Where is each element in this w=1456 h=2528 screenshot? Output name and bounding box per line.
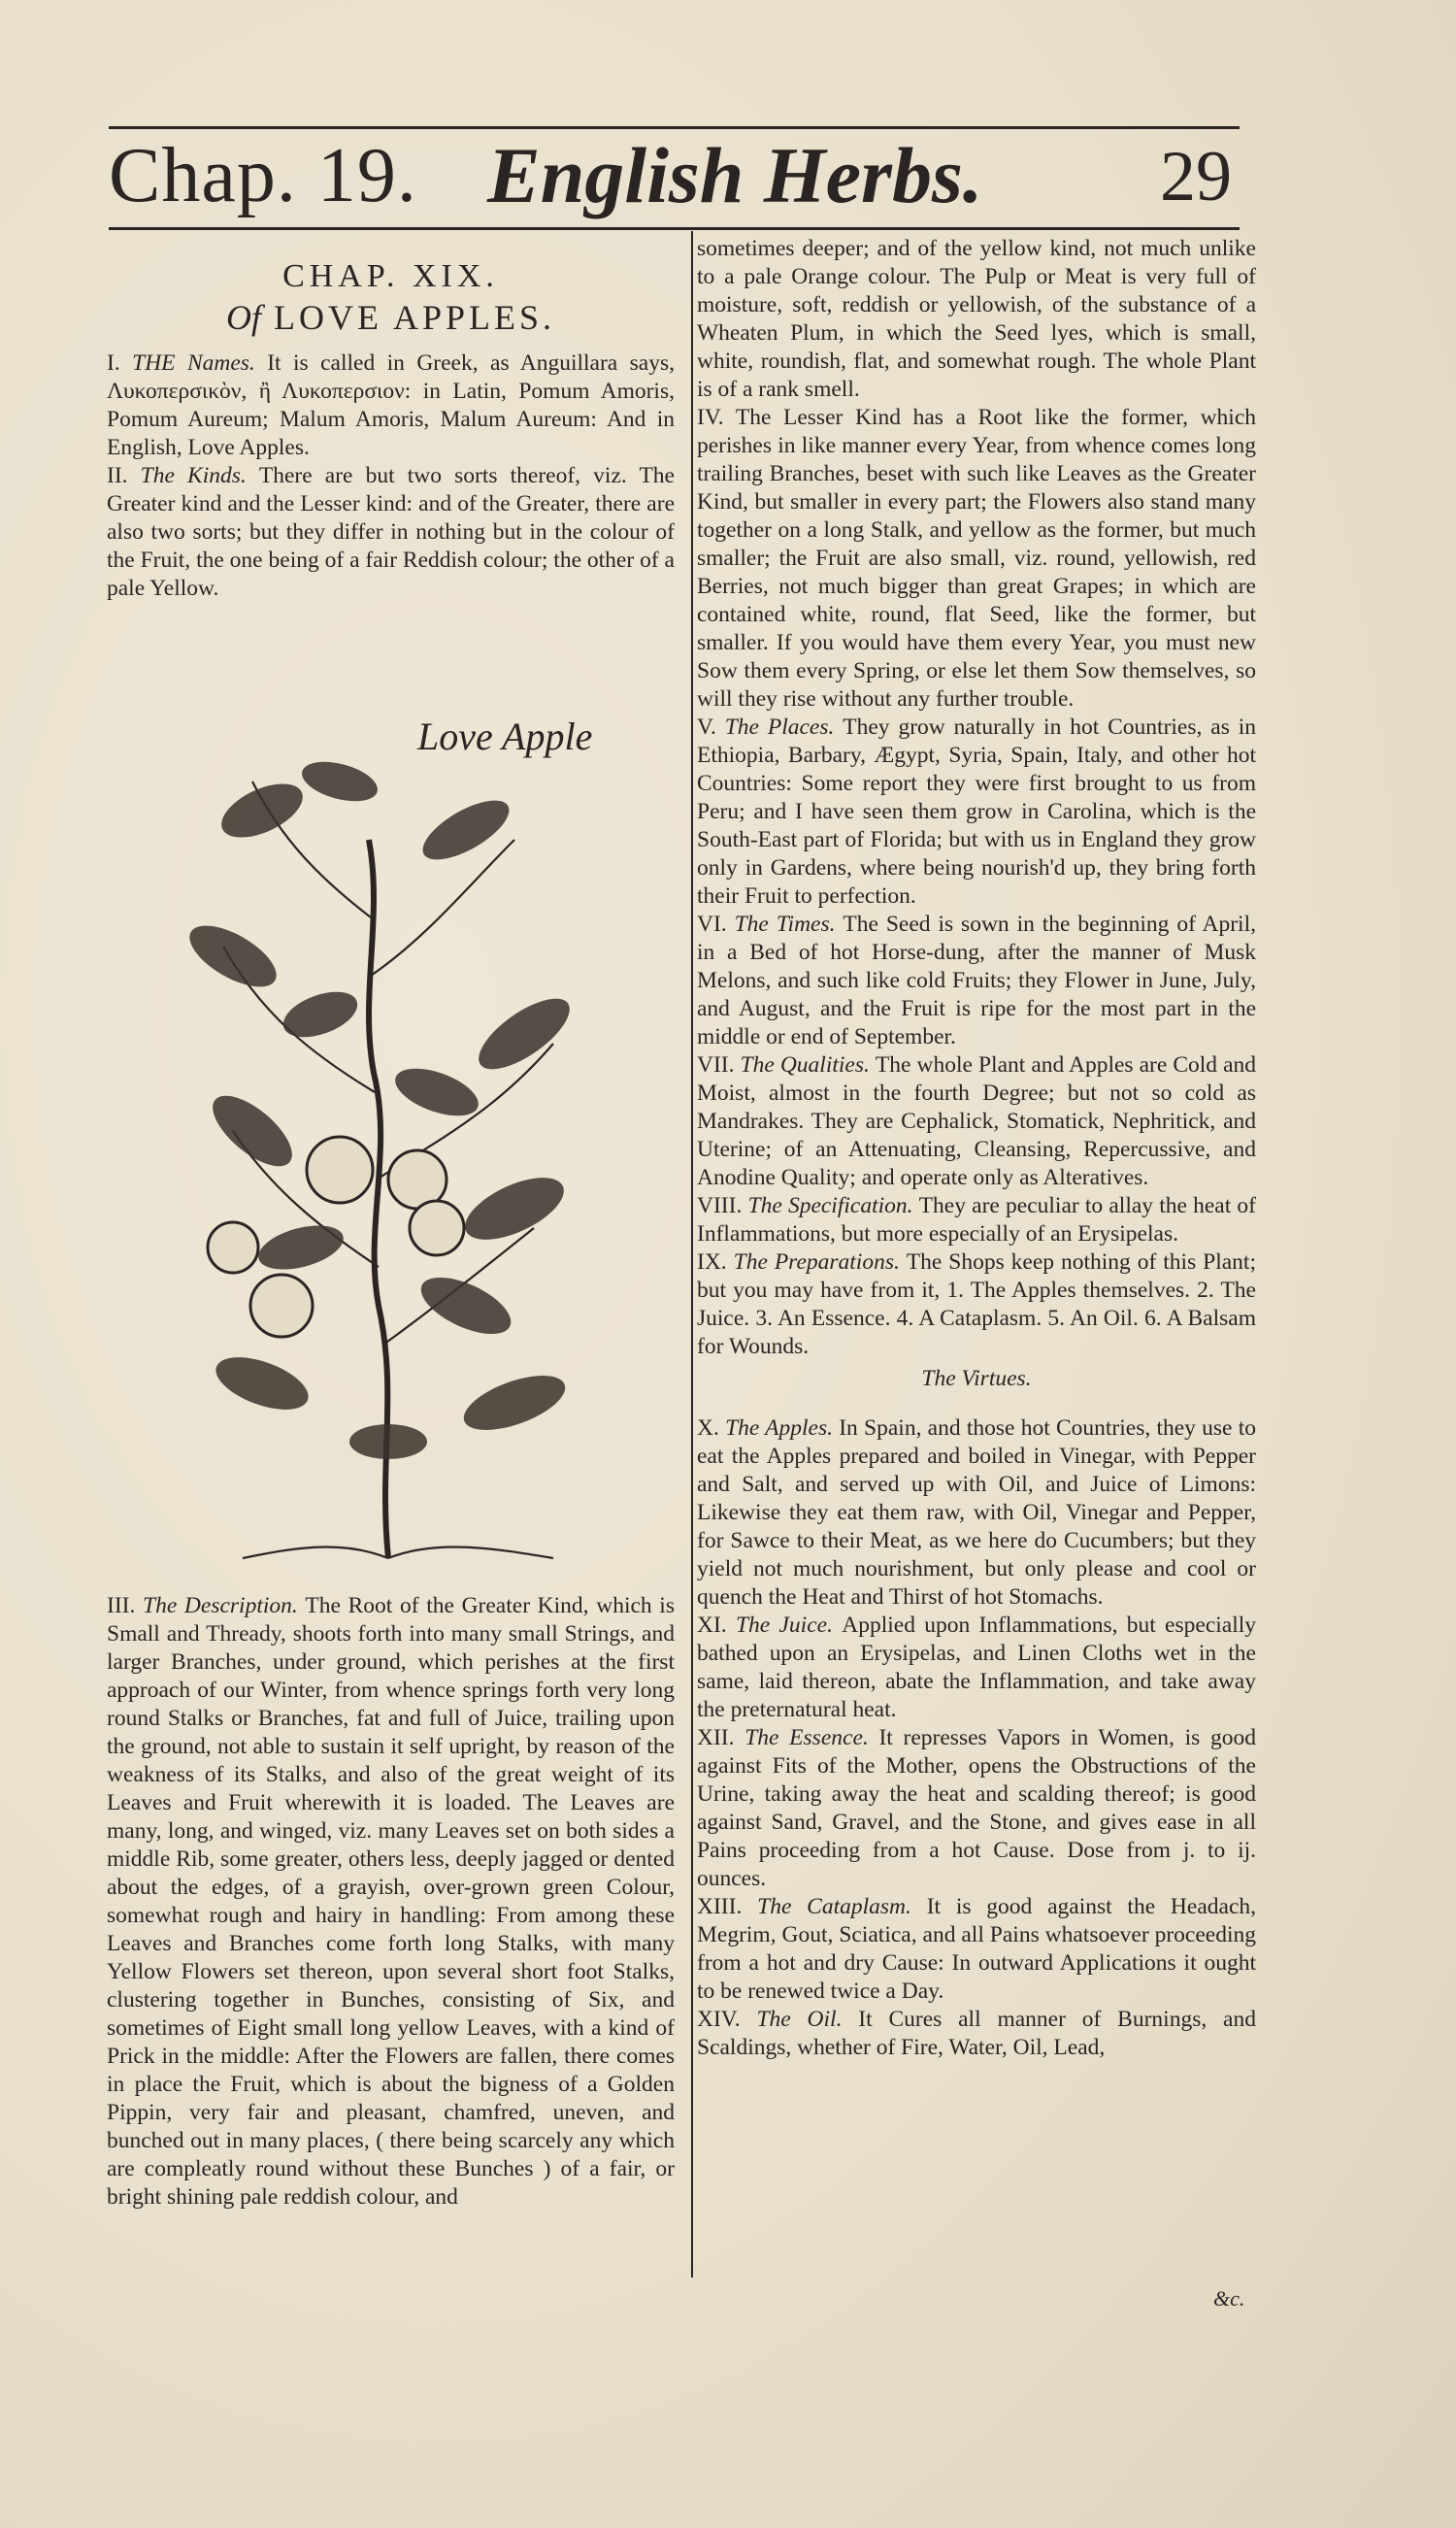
catchword: &c.	[1213, 2286, 1245, 2311]
section-heading: The Qualities.	[740, 1052, 876, 1078]
section-text: They are peculiar to allay the heat of Inflammations, but more especially of an Erysipelas.	[697, 1193, 1257, 1247]
left-column-top	[107, 258, 675, 603]
love-apple-woodcut	[146, 723, 631, 1568]
running-head-chapter: Chap. 19.	[109, 133, 417, 218]
section-paragraph	[697, 404, 1256, 714]
section-number: IX.	[697, 1249, 734, 1275]
section-text: It represses Vapors in Women, is good against Fits of the Mother, opens the Obstructions of the Urine, taking away the heat and scalding thereof; is good against Sand, Gravel, and the Stone, and gives ease in all Pains proceeding from a hot Cause. Dose from j. to ij. ounces.	[697, 1725, 1256, 1891]
figure-caption: Love Apple	[417, 715, 593, 758]
section-heading: The Times.	[734, 912, 844, 937]
chapter-title	[107, 298, 675, 337]
section-paragraph	[697, 1192, 1256, 1248]
section-paragraph	[697, 1724, 1256, 1893]
section-text: Applied upon Inflammations, but especially bathed upon an Erysipelas, and Linen Cloths wet in the same, laid thereon, abate the Inflammation, and take away the preternatural heat.	[697, 1613, 1257, 1722]
page-number: 29	[1160, 137, 1232, 216]
section-number: VII.	[697, 1052, 741, 1078]
left-top-sections	[107, 349, 675, 603]
section-heading: The Apples.	[725, 1415, 840, 1441]
section-paragraph	[107, 1592, 675, 2212]
section-text: In Spain, and those hot Countries, they use to eat the Apples prepared and boiled in Vinegar, with Pepper and Salt, and served up with Oil, and Juice of Limons: Likewise they eat them raw, with Oil, Vinegar and Pepper, for Sawce to their Meat, as we here do Cucumbers; but they yield not much nourishment, but only please and cool or quench the Heat and Thirst of hot Stomachs.	[697, 1415, 1256, 1610]
section-text: They grow naturally in hot Countries, as in Ethiopia, Barbary, Ægypt, Syria, Spain, Italy, and other hot Countries: Some report they were first brought to us from Peru; and I have seen them grow in Carolina, which is the South-East part of Florida; but with us in England they grow only in Gardens, where being nourish'd up, they bring forth their Fruit to perfection.	[697, 715, 1257, 909]
section-number: IV.	[697, 405, 736, 430]
section-heading: The Description.	[143, 1593, 306, 1618]
section-paragraph	[697, 1612, 1256, 1724]
section-number: XII.	[697, 1725, 745, 1750]
section-heading: The Essence.	[745, 1725, 879, 1750]
section-number: VI.	[697, 912, 735, 937]
section-text: It is good against the Headach, Megrim, Gout, Sciatica, and all Pains whatsoever proceeding from a hot and dry Cause: In outward Applications it ought to be renewed twice a Day.	[697, 1894, 1257, 2004]
section-number: II.	[107, 463, 141, 488]
section-heading: The Oil.	[756, 2007, 859, 2032]
section-number: III.	[107, 1593, 144, 1618]
section-heading: The Kinds.	[140, 463, 259, 488]
chapter-number: CHAP. XIX.	[282, 258, 499, 294]
section-text: The Seed is sown in the beginning of April, in a Bed of hot Horse-dung, after the manner of Musk Melons, and such like cold Fruits; they Flower in June, July, and August, and the Fruit is ripe for the most part in the middle or end of September.	[697, 912, 1256, 1049]
section-number: XI.	[697, 1613, 736, 1638]
section-text: The Lesser Kind has a Root like the former, which perishes in like manner every Year, from whence comes long trailing Branches, beset with such like Leaves as the Greater Kind, but smaller in every part; the Flowers also stand many together on a long Stalk, and yellow as the former, but much smaller; the Fruit are also small, viz. round, yellowish, red Berries, not much bigger than great Grapes; in which are contained white, round, flat Seed, like the former, but smaller. If you would have them every Year, you must new Sow them every Spring, or else let them Sow themselves, so will they rise without any further trouble.	[697, 405, 1257, 712]
section-heading: The Places.	[724, 715, 844, 740]
section-paragraph	[107, 462, 675, 603]
left-column-bottom	[107, 1592, 675, 2212]
section-number: I.	[107, 350, 133, 376]
section-number: VIII.	[697, 1193, 748, 1218]
section-number: XIII.	[697, 1894, 758, 1919]
section-number: X.	[697, 1415, 726, 1441]
section-text: The Root of the Greater Kind, which is Small and Thready, shoots forth into many small Strings, and larger Branches, under ground, which perishes at the first approach of our Winter, from whence springs forth very long round Stalks or Branches, fat and full of Juice, trailing upon the ground, not able to sustain it self upright, by reason of the weakness of its Stalks, and also of the great weight of its Leaves and Fruit wherewith it is loaded. The Leaves are many, long, and winged, viz. many Leaves set on both sides a middle Rib, some greater, others less, deeply jagged or dented about the edges, of a grayish, over-grown green Colour, somewhat rough and hairy in handling: From among these Leaves and Branches come forth long Stalks, with many Yellow Flowers set thereon, upon several short foot Stalks, clustering together in Bunches, consisting of Six, and sometimes of Eight small long yellow Leaves, with a kind of Prick in the middle: After the Flowers are fallen, there comes in place the Fruit, which is about the bigness of a Golden Pippin, very fair and pleasant, chamfred, uneven, and bunched out in many places, ( there being scarcely any which are compleatly round without these Bunches ) of a fair, or bright shining pale reddish colour, and	[107, 1593, 675, 2210]
section-text: The Shops keep nothing of this Plant; but you may have from it, 1. The Apples themselves. 2. The Juice. 3. An Essence. 4. A Cataplasm. 5. An Oil. 6. A Balsam for Wounds.	[697, 1249, 1256, 1359]
virtues-heading: The Virtues.	[921, 1366, 1032, 1391]
section-paragraph	[107, 349, 675, 462]
running-head-title: English Herbs.	[487, 131, 983, 219]
column-rule	[691, 231, 693, 2278]
section-heading: The Specification.	[747, 1193, 919, 1218]
section-paragraph	[697, 2006, 1256, 2062]
chapter-title-of: Of	[225, 298, 261, 337]
section-heading: THE Names.	[132, 350, 268, 376]
head-rule	[109, 227, 1240, 230]
section-heading: The Cataplasm.	[757, 1894, 927, 1919]
section-text: It Cures all manner of Burnings, and Scaldings, whether of Fire, Water, Oil, Lead,	[697, 2007, 1256, 2060]
chapter-title-text: LOVE APPLES.	[273, 298, 556, 337]
section-number: V.	[697, 715, 725, 740]
section-text: sometimes deeper; and of the yellow kind, not much unlike to a pale Orange colour. The Pulp or Meat is very full of moisture, soft, reddish or yellowish, of the substance of a Wheaten Plum, in which the Seed lyes, which is small, white, roundish, flat, and somewhat rough. The whole Plant is of a rank smell.	[697, 236, 1256, 402]
section-heading: The Juice.	[735, 1613, 843, 1638]
section-paragraph	[697, 911, 1256, 1051]
section-paragraph	[697, 235, 1256, 404]
section-text: There are but two sorts thereof, viz. The Greater kind and the Lesser kind: and of the Greater, there are also two sorts; but they differ in nothing but in the colour of the Fruit, the one being of a fair Reddish colour; the other of a pale Yellow.	[107, 463, 675, 601]
section-paragraph	[697, 1414, 1256, 1612]
right-column	[697, 235, 1256, 2062]
section-paragraph	[697, 1051, 1256, 1192]
section-number: XIV.	[697, 2007, 757, 2032]
section-heading: The Preparations.	[733, 1249, 907, 1275]
running-head	[109, 126, 1240, 227]
section-paragraph	[697, 1248, 1256, 1361]
section-text: It is called in Greek, as Anguillara says, Λυκοπερσικὸν, ἢ Λυκοπερσιον: in Latin, Pomum Amoris, Pomum Aureum; Malum Amoris, Malum Aureum: And in English, Love Apples.	[107, 350, 675, 460]
section-paragraph	[697, 1893, 1256, 2006]
section-text: The whole Plant and Apples are Cold and Moist, almost in the fourth Degree; but not so cold as Mandrakes. They are Cephalick, Stomatick, Nephritick, and Uterine; of an Attenuating, Cleansing, Repercussive, and Anodine Quality; and operate only as Alteratives.	[697, 1052, 1256, 1190]
section-paragraph	[697, 714, 1256, 911]
